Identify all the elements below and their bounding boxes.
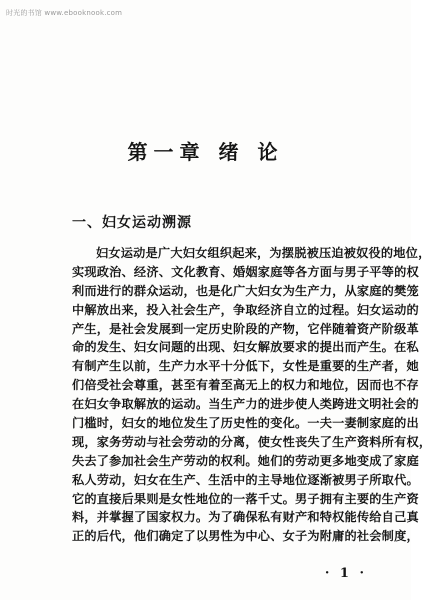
paragraph-line: 产生，是社会发展到一定历史阶段的产物，它伴随着资产阶级革 <box>72 321 419 336</box>
page-number: · 1 · <box>324 566 367 581</box>
paragraph-line: 利而进行的群众运动，也是化广大妇女为生产力，从家庭的樊笼 <box>72 283 419 298</box>
body-paragraph <box>72 244 431 546</box>
paragraph-line: 在妇女争取解放的运动。当生产力的进步使人类跨进文明社会的 <box>72 397 419 412</box>
paragraph-line: 它的直接后果则是女性地位的一落千丈。男子拥有主要的生产资 <box>72 491 419 506</box>
paragraph-line: 私人劳动，妇女在生产、生活中的主导地位逐渐被男子所取代。 <box>72 472 419 487</box>
paragraph-line: 命的发生、妇女问题的出现、妇女解放要求的提出而产生。在私 <box>72 340 419 355</box>
paragraph-line: 妇女运动是广大妇女组织起来，为摆脱被压迫被奴役的地位， <box>96 246 431 260</box>
paragraph-line: 们倍受社会尊重，甚至有着至高无上的权力和地位，因而也不存 <box>72 378 419 393</box>
paragraph-line: 中解放出来，投入社会生产，争取经济自立的过程。妇女运动的 <box>72 302 419 317</box>
paragraph-line: 门槛时，妇女的地位发生了历史性的变化。一夫一妻制家庭的出 <box>72 416 419 431</box>
section-title: 一、妇女运动溯源 <box>72 215 192 231</box>
paragraph-line: 正的后代，他们确定了以男性为中心、女子为附庸的社会制度， <box>72 529 419 544</box>
paragraph-line: 料，并掌握了国家权力。为了确保私有财产和特权能传给自己真 <box>72 510 419 525</box>
paragraph-line: 实现政治、经济、文化教育、婚姻家庭等各方面与男子平等的权 <box>72 264 419 279</box>
paragraph-line: 现，家务劳动与社会劳动的分离，使女性丧失了生产资料所有权， <box>72 434 431 449</box>
watermark: 时光的书馆 www.ebooknook.com <box>6 9 123 17</box>
chapter-title: 第一章 绪 论 <box>127 140 284 164</box>
paragraph-line: 失去了参加社会生产劳动的权利。她们的劳动更多地变成了家庭 <box>72 453 419 468</box>
paragraph-line: 有制产生以前，生产力水平十分低下，女性是重要的生产者，她 <box>72 359 419 374</box>
